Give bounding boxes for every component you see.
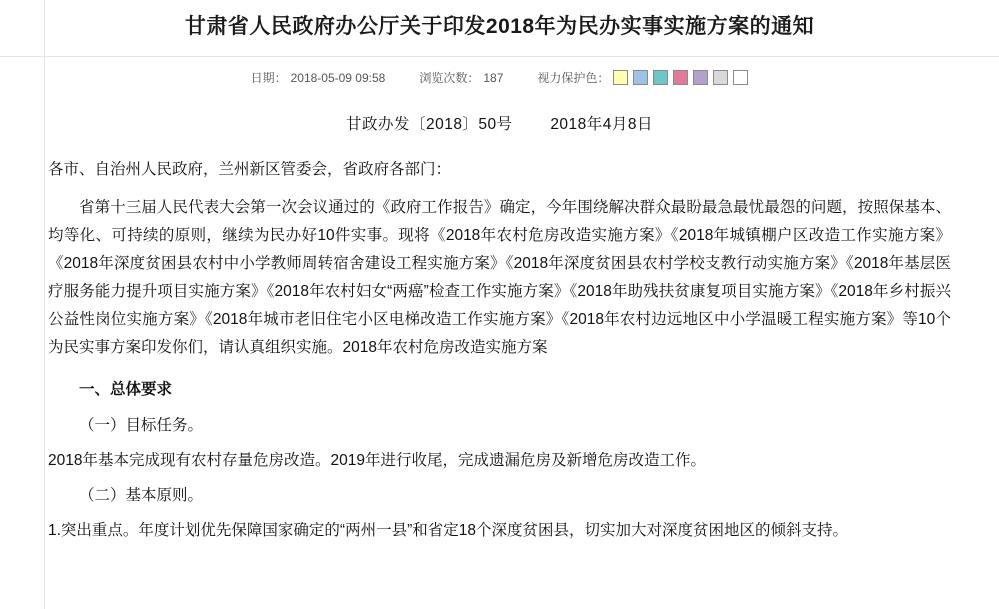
- meta-views: [419, 69, 503, 86]
- doc-number: 甘政办发〔2018〕50号: [345, 116, 513, 133]
- doc-number-line: [48, 112, 951, 134]
- sub-heading-1: （一）目标任务。: [79, 417, 204, 434]
- swatch-white[interactable]: [733, 70, 748, 85]
- meta-date: [251, 69, 386, 86]
- doc-date: 2018年4月8日: [550, 116, 654, 133]
- eye-protect-label: 视力保护色：: [537, 71, 610, 85]
- page-left-rule: [44, 0, 45, 609]
- meta-views-label: 浏览次数：: [419, 71, 480, 85]
- meta-views-value: 187: [483, 70, 504, 85]
- swatch-blue[interactable]: [633, 70, 648, 85]
- swatch-gray[interactable]: [713, 70, 728, 85]
- section-heading-1: 一、总体要求: [79, 381, 173, 398]
- document-body: [0, 112, 999, 545]
- swatch-yellow[interactable]: [613, 70, 628, 85]
- meta-eye-protect: [537, 69, 748, 86]
- sub-paragraph-1: 2018年基本完成现有农村存量危房改造。2019年进行收尾，完成遗漏危房及新增危房改造工作。: [48, 452, 706, 469]
- meta-date-value: 2018-05-09 09:58: [290, 70, 386, 85]
- meta-bar: [0, 56, 999, 86]
- salutation: 各市、自治州人民政府，兰州新区管委会，省政府各部门：: [48, 161, 452, 178]
- sub-paragraph-2: 1.突出重点。年度计划优先保障国家确定的“两州一县”和省定18个深度贫困县，切实加大对深度贫困地区的倾斜支持。: [48, 522, 848, 539]
- body-paragraph: 省第十三届人民代表大会第一次会议通过的《政府工作报告》确定，今年围绕解决群众最盼最急最忧最怨的问题，按照保基本、均等化、可持续的原则，继续为民办好10件实事。现将《2018年农村危房改造实施方案》《2018年城镇棚户区改造工作实施方案》《2018年深度贫困县农村中小学教师周转宿舍建设工程实施方案》《2018年深度贫困县农村学校支教行动实施方案》《2018年基层医疗服务能力提升项目实施方案》《2018年农村妇女“两癌”检查工作实施方案》《2018年助残扶贫康复项目实施方案》《2018年乡村振兴公益性岗位实施方案》《2018年城市老旧住宅小区电梯改造工作实施方案》《2018年农村边远地区中小学温暖工程实施方案》等10个为民实事方案印发你们，请认真组织实施。2018年农村危房改造实施方案: [48, 199, 951, 356]
- swatch-teal[interactable]: [653, 70, 668, 85]
- sub-heading-2: （二）基本原则。: [79, 487, 204, 504]
- page-title: 甘肃省人民政府办公厅关于印发2018年为民办实事实施方案的通知: [184, 15, 815, 38]
- swatch-pink[interactable]: [673, 70, 688, 85]
- eye-protect-swatches: [613, 70, 748, 85]
- title-section: [0, 0, 999, 42]
- swatch-purple[interactable]: [693, 70, 708, 85]
- meta-date-label: 日期：: [250, 71, 287, 85]
